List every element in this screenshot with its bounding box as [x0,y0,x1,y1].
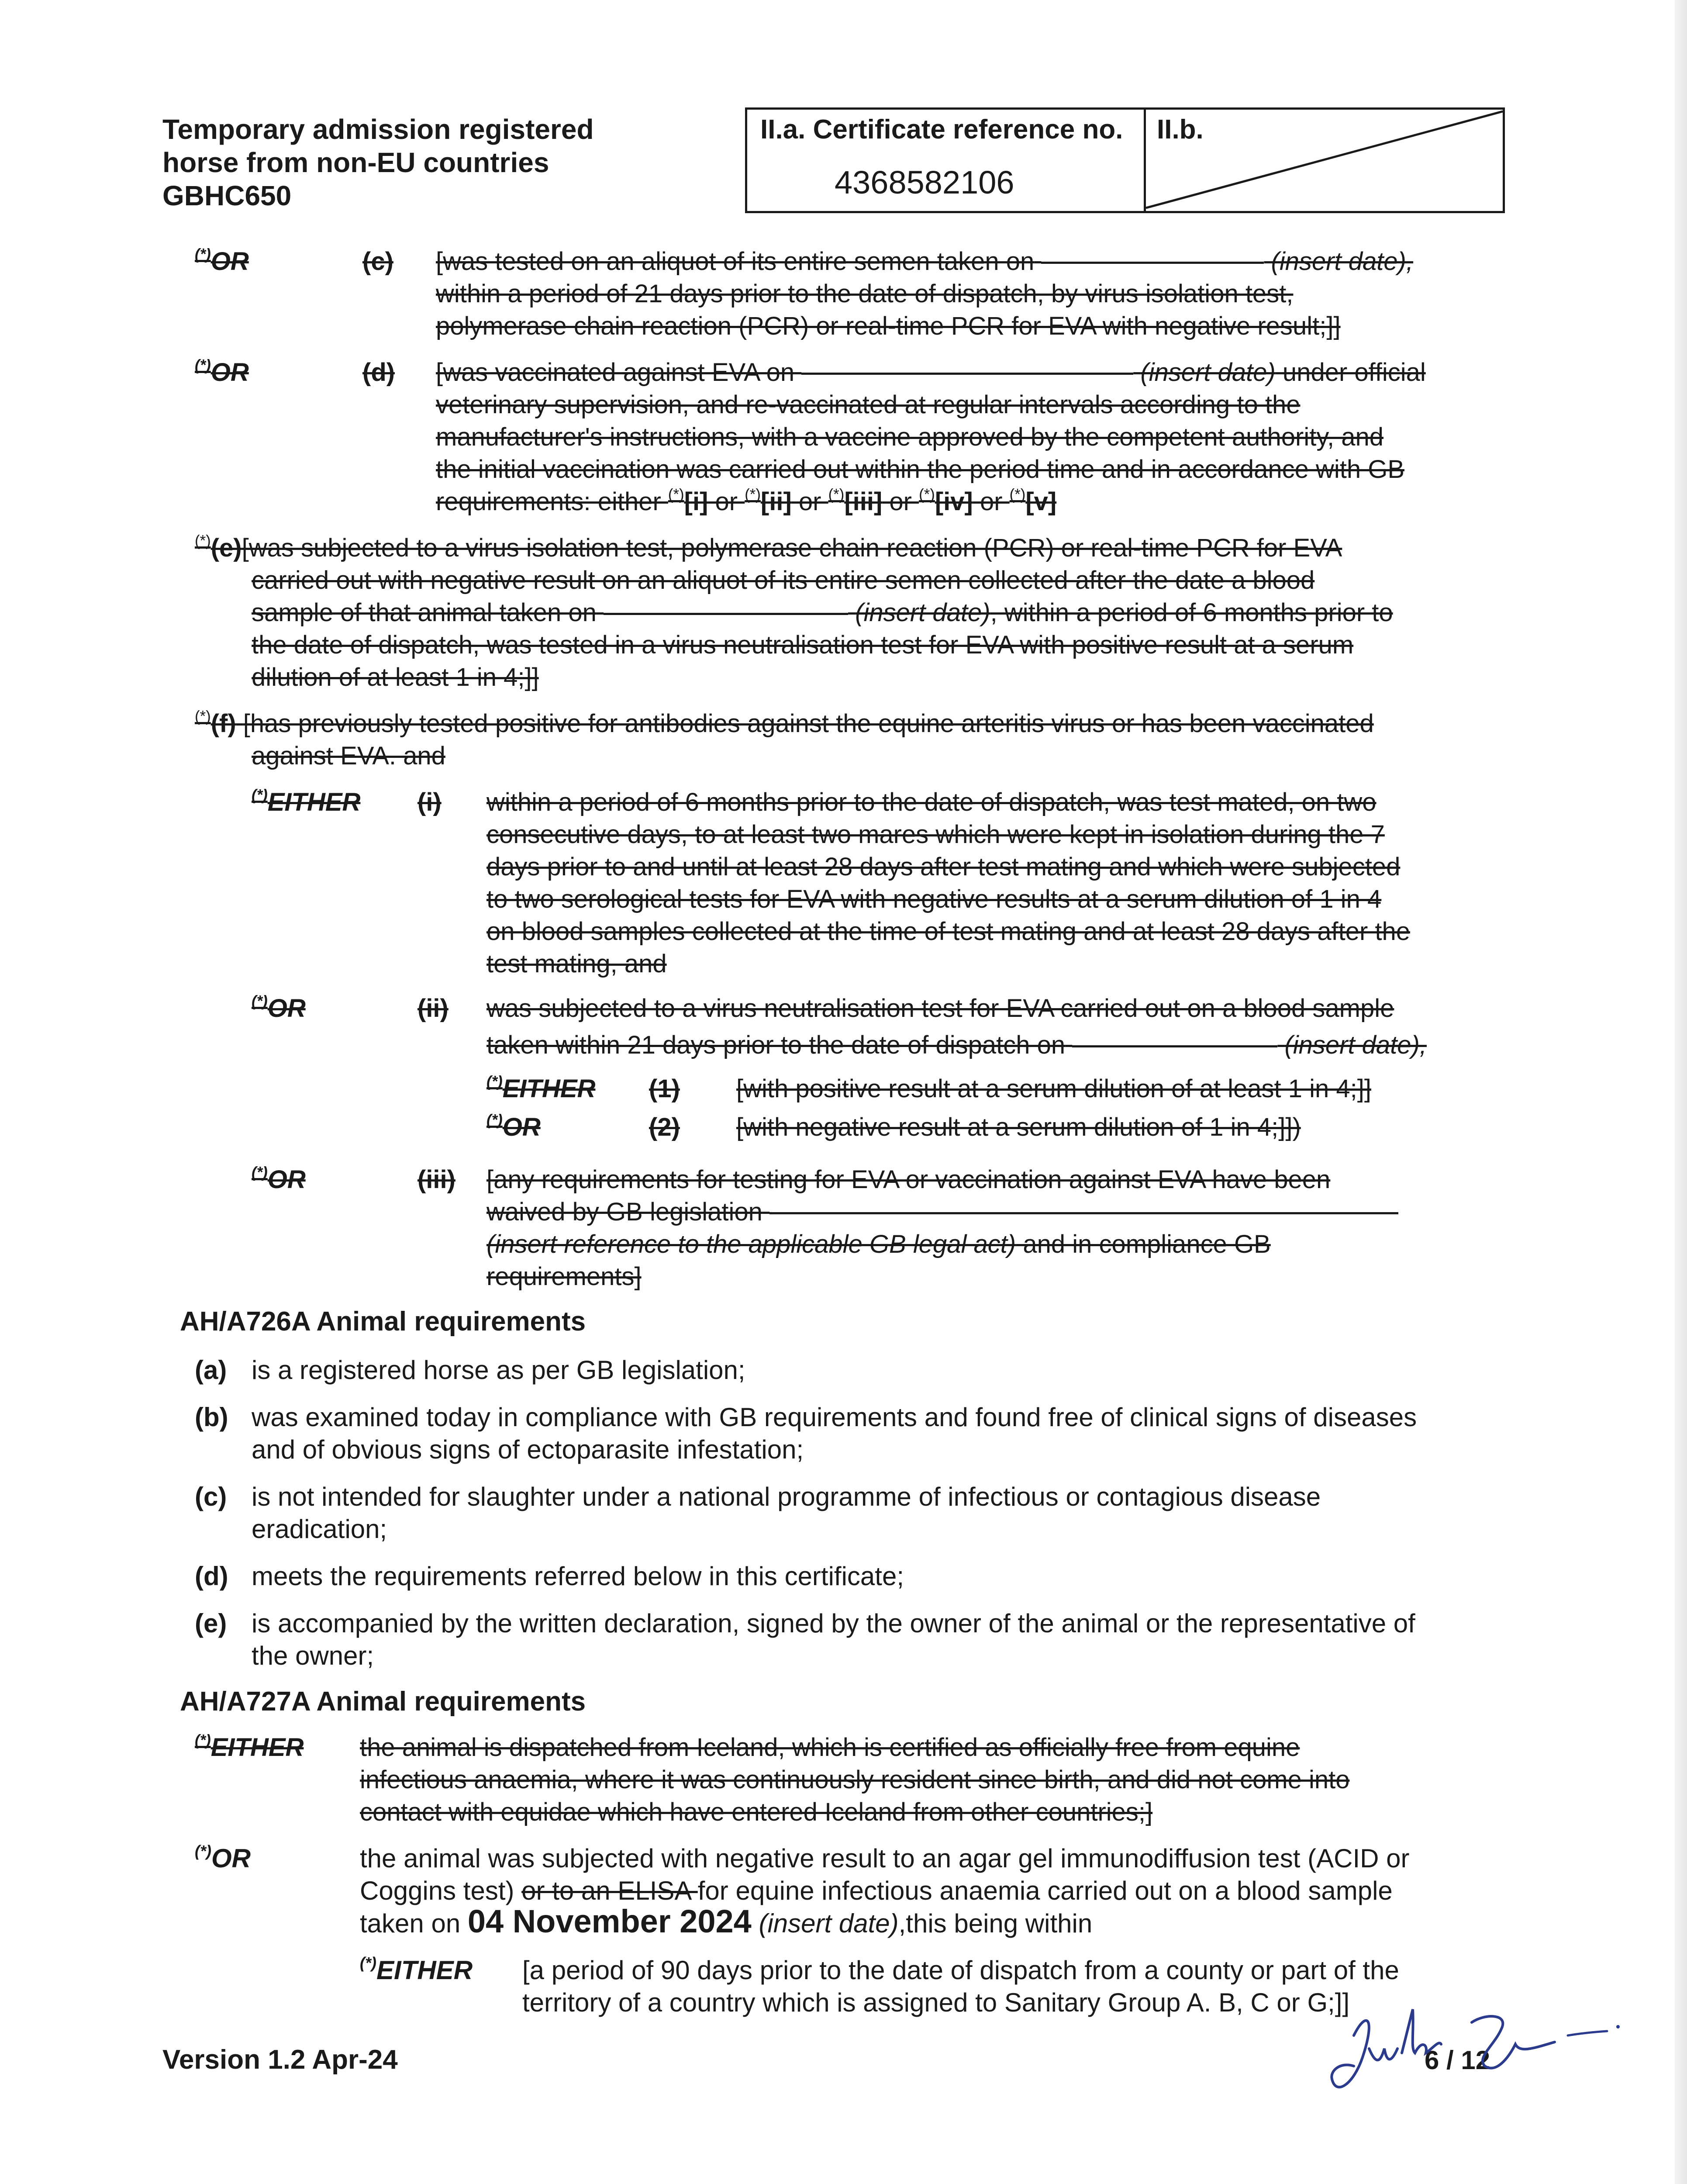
a726-item-b-line-1: was examined today in compliance with GB requirements and found free of clinical signs of diseases [252,1403,1417,1432]
f-iii-line-4: requirements] [486,1262,642,1291]
f-iii-line-1: [any requirements for testing for EVA or vaccination against EVA have been [486,1165,1331,1194]
document-title [162,113,594,212]
version-label: Version 1.2 Apr-24 [162,2045,398,2075]
title-line-2: horse from non-EU countries [162,147,549,178]
d-or-label: (*)OR [195,356,249,387]
a727-sub-line-1: [a period of 90 days prior to the date of dispatch from a county or part of the [522,1956,1399,1985]
iib-strike-line [1146,110,1503,211]
a727-heading: AH/A727A Animal requirements [180,1686,586,1717]
e-line-5: dilution of at least 1 in 4;]] [252,663,539,691]
title-line-1: Temporary admission registered [162,114,594,145]
f-i-line-5: on blood samples collected at the time of test mating and at least 28 days after the [486,917,1411,946]
f-iii-or-label: (*)OR [252,1164,306,1194]
d-letter: (d) [362,358,395,387]
ref-value: 4368582106 [835,164,1014,200]
page-number: 6 / 12 [1425,2046,1490,2075]
f-iii-line-2: waived by GB legislation [486,1196,1398,1228]
a727-either-line-3: contact with equidae which have entered Iceland from other countries;] [360,1798,1153,1826]
a727-or-label: (*)OR [195,1842,251,1873]
c-letter: (c) [362,247,393,276]
reference-box [745,107,1505,213]
f-i-line-3: days prior to and until at least 28 days after test mating and which were subjected [486,853,1401,881]
e-line-3: sample of that animal taken on (insert date), within a period of 6 months prior to [252,598,1393,627]
title-line-3: GBHC650 [162,180,292,211]
f-ii-1-num: (1) [649,1075,680,1103]
a727-or-line-2: Coggins test) or to an ELISA for equine infectious anaemia carried out on a blood sample [360,1876,1393,1905]
a726-item-c-letter: (c) [195,1482,227,1511]
f-i-line-6: test mating, and [486,950,667,978]
iib-label: II.b. [1157,114,1204,145]
c-line-3: polymerase chain reaction (PCR) or real-time PCR for EVA with negative result;]] [436,312,1341,340]
d-line-1: [was vaccinated against EVA on (insert date) under official [436,358,1426,387]
a726-item-a-text: is a registered horse as per GB legislation; [252,1355,745,1385]
ref-cell [747,110,1146,211]
e-line-2: carried out with negative result on an aliquot of its entire semen collected after the date a blood [252,566,1315,594]
a727-sub-either-label: (*)EITHER [360,1953,473,1985]
handwritten-signature [1328,1992,1633,2105]
d-line-2: veterinary supervision, and re-vaccinated at regular intervals according to the [436,390,1301,419]
a726-item-e-letter: (e) [195,1609,227,1638]
a726-item-b-line-2: and of obvious signs of ectoparasite infestation; [252,1435,804,1464]
a726-heading: AH/A726A Animal requirements [180,1306,586,1337]
f-ii-2-or-label: (*)OR [486,1111,541,1141]
d-line-4: the initial vaccination was carried out within the period time and in accordance with GB [436,455,1405,484]
f-ii-line-2: taken within 21 days prior to the date of dispatch on (insert date), [486,1031,1427,1059]
test-date: 04 November 2024 [467,1903,752,1939]
f-iii-num: (iii) [417,1165,455,1194]
scan-edge [1675,0,1687,2184]
f-i-either-label: (*)EITHER [252,786,361,816]
a726-item-c-line-2: eradication; [252,1514,387,1544]
f-ii-1-text: [with positive result at a serum dilution of at least 1 in 4;]] [736,1075,1371,1103]
d-line-3: manufacturer's instructions, with a vaccine approved by the competent authority, and [436,423,1384,451]
a727-either-line-2: infectious anaemia, where it was continuously resident since birth, and did not come into [360,1766,1350,1794]
e-line-1: (*)(e)[was subjected to a virus isolation test, polymerase chain reaction (PCR) or real-time PCR for EVA [195,532,1342,562]
a726-item-e-line-2: the owner; [252,1641,374,1670]
a727-sub-line-2: territory of a country which is assigned to Sanitary Group A. B, C or G;]] [522,1988,1350,2017]
ref-label: II.a. Certificate reference no. [760,114,1123,145]
a726-item-e-line-1: is accompanied by the written declaration, signed by the owner of the animal or the representative of [252,1609,1415,1638]
c-or-label: (*)OR [195,245,249,276]
c-line-1: [was tested on an aliquot of its entire semen taken on (insert date), [436,247,1414,276]
a727-either-label: (*)EITHER [195,1731,304,1762]
a727-or-line-1: the animal was subjected with negative result to an agar gel immunodiffusion test (ACID or [360,1844,1410,1873]
f-ii-num: (ii) [417,994,448,1023]
e-line-4: the date of dispatch, was tested in a virus neutralisation test for EVA with positive result at a serum [252,631,1354,659]
a726-item-b-letter: (b) [195,1403,228,1432]
a727-or-line-3: taken on 04 November 2024 (insert date),this being within [360,1903,1093,1939]
f-iii-line-3: (insert reference to the applicable GB legal act) and in compliance GB [486,1230,1271,1258]
f-i-num: (i) [417,788,442,816]
f-i-line-2: consecutive days, to at least two mares which were kept in isolation during the 7 [486,820,1385,849]
f-ii-2-text: [with negative result at a serum dilution of 1 in 4;]]) [736,1113,1301,1141]
d-line-5: requirements: either (*)[i] or (*)[ii] or (*)[iii] or (*)[iv] or (*)[v] [436,486,1057,516]
f-ii-or-label: (*)OR [252,992,306,1023]
f-line-1: (*)(f) [has previously tested positive for antibodies against the equine arteritis virus or has been vaccinated [195,708,1374,738]
c-line-2: within a period of 21 days prior to the date of dispatch, by virus isolation test, [436,280,1294,308]
f-ii-1-either-label: (*)EITHER [486,1073,596,1103]
a726-item-c-line-1: is not intended for slaughter under a national programme of infectious or contagious disease [252,1482,1321,1511]
f-ii-2-num: (2) [649,1113,680,1141]
f-i-line-4: to two serological tests for EVA with negative results at a serum dilution of 1 in 4 [486,885,1382,913]
f-i-line-1: within a period of 6 months prior to the date of dispatch, was test mated, on two [486,788,1377,816]
a726-item-d-letter: (d) [195,1562,228,1591]
a726-item-a-letter: (a) [195,1355,227,1385]
f-ii-line-1: was subjected to a virus neutralisation test for EVA carried out on a blood sample [486,994,1394,1023]
a727-either-line-1: the animal is dispatched from Iceland, which is certified as officially free from equine [360,1733,1300,1762]
a726-item-d-text: meets the requirements referred below in this certificate; [252,1562,904,1591]
f-line-2: against EVA. and [252,742,445,770]
